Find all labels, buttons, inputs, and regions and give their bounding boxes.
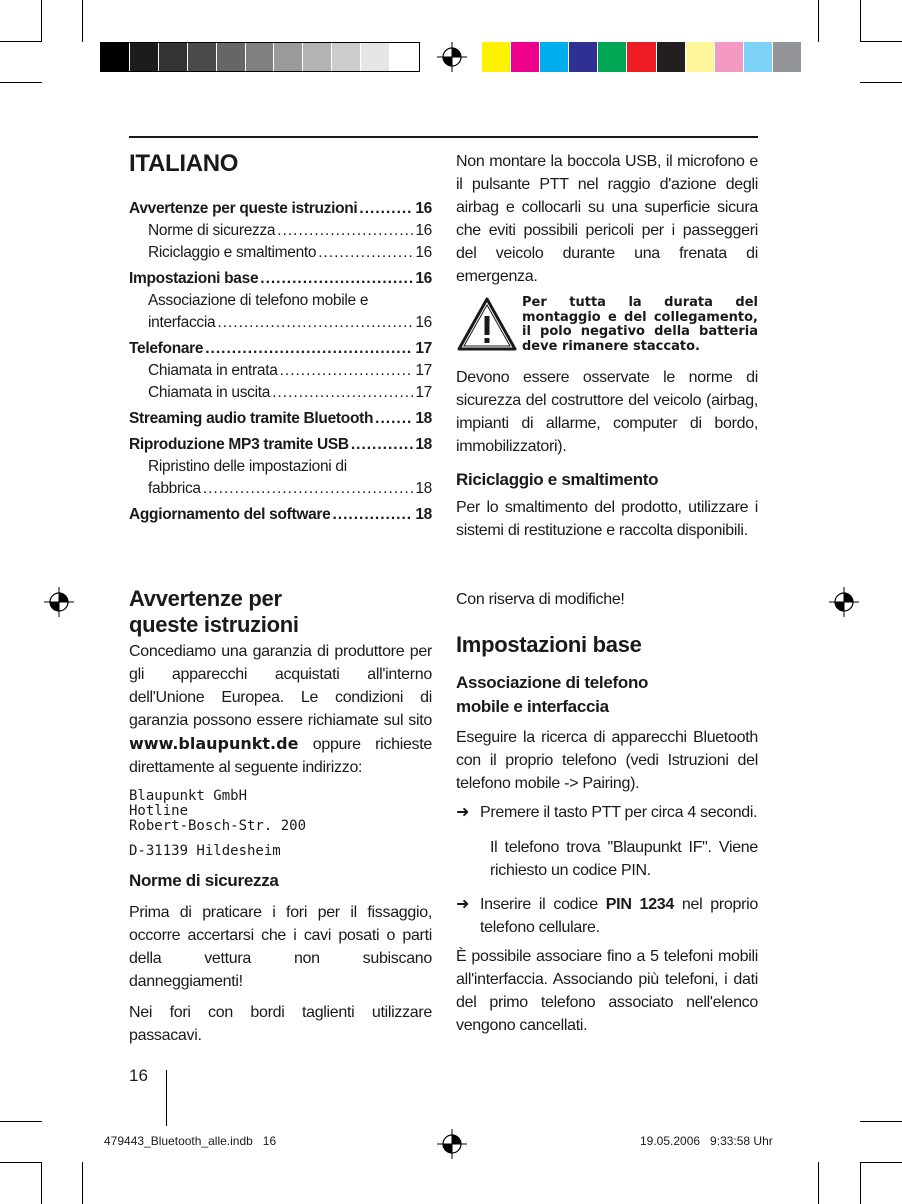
file-info: 479443_Bluetooth_alle.indb 16 <box>104 1134 277 1148</box>
toc-label: Chiamata in uscita <box>148 384 271 401</box>
toc-label: Impostazioni base <box>129 270 259 287</box>
step-item <box>456 801 758 824</box>
crop-mark <box>818 1162 819 1204</box>
left-column <box>129 150 432 526</box>
toc-entry[interactable] <box>129 220 432 242</box>
toc-page-number: 18 <box>415 506 432 523</box>
toc-leader-dots <box>375 408 413 430</box>
crop-mark <box>166 1070 167 1126</box>
toc-entry[interactable] <box>129 338 432 360</box>
color-swatch <box>482 42 511 72</box>
color-swatch <box>773 42 802 72</box>
section-heading-sicurezza: Norme di sicurezza <box>129 871 279 890</box>
crop-mark <box>82 1162 83 1204</box>
toc-entry-continued: Ripristino delle impostazioni di <box>148 458 347 475</box>
riserva-note: Con riserva di modifiche! <box>456 591 625 608</box>
toc-label: interfaccia <box>148 314 216 331</box>
header-rule <box>129 136 758 138</box>
toc-entry[interactable] <box>129 408 432 430</box>
crop-mark <box>860 1162 902 1163</box>
toc-page-number: 17 <box>415 384 432 401</box>
arrow-icon: ➜ <box>456 804 470 821</box>
toc-leader-dots <box>272 382 413 404</box>
section-heading-avvertenze <box>129 586 432 638</box>
toc-entry[interactable] <box>129 360 432 382</box>
toc-entry[interactable] <box>129 242 432 264</box>
toc-leader-dots <box>359 198 413 220</box>
registration-mark-icon <box>437 42 467 72</box>
page-number: 16 <box>129 1066 148 1085</box>
address-line: Robert-Bosch-Str. 200 <box>129 818 307 834</box>
color-swatch <box>361 43 390 71</box>
section-heading-associazione <box>456 671 758 719</box>
color-swatch <box>627 42 656 72</box>
toc-label: Chiamata in entrata <box>148 362 278 379</box>
toc-leader-dots <box>280 360 414 382</box>
color-swatch <box>598 42 627 72</box>
address-line: Blaupunkt GmbH <box>129 788 248 804</box>
table-of-contents <box>129 198 432 526</box>
color-swatch <box>274 43 303 71</box>
registration-mark-icon <box>829 587 859 617</box>
crop-mark <box>860 0 861 42</box>
color-swatch <box>715 42 744 72</box>
toc-entry[interactable] <box>129 312 432 334</box>
crop-mark <box>0 82 42 83</box>
heading-line: queste istruzioni <box>129 612 299 637</box>
crop-mark <box>41 1162 42 1204</box>
registration-mark-icon <box>437 1129 467 1159</box>
toc-entry[interactable] <box>129 198 432 220</box>
color-swatch <box>101 43 130 71</box>
toc-page-number: 16 <box>415 270 432 287</box>
step-text: Premere il tasto PTT per circa 4 secondi. <box>480 804 758 821</box>
pin-code: PIN 1234 <box>605 896 674 913</box>
color-swatch <box>686 42 715 72</box>
warranty-paragraph <box>129 640 432 779</box>
heading-line: mobile e interfaccia <box>456 697 609 716</box>
color-swatch <box>217 43 246 71</box>
color-swatch <box>744 42 773 72</box>
toc-label: fabbrica <box>148 480 201 497</box>
color-swatch <box>130 43 159 71</box>
crop-mark <box>860 1121 902 1122</box>
color-swatch <box>511 42 540 72</box>
toc-label: Aggiornamento del software <box>129 506 331 523</box>
toc-entry[interactable] <box>129 382 432 404</box>
color-swatch <box>540 42 569 72</box>
step-result: Il telefono trova "Blaupunkt IF". Viene richiesto un codice PIN. <box>490 839 758 879</box>
step-text <box>480 893 758 939</box>
warranty-text: oppure richieste direttamente al seguente indirizzo: <box>129 736 432 776</box>
toc-entry[interactable] <box>129 504 432 526</box>
section-heading-riciclaggio: Riciclaggio e smaltimento <box>456 470 659 489</box>
crop-mark <box>860 82 902 83</box>
toc-page-number: 18 <box>415 436 432 453</box>
heading-line: Associazione di telefono <box>456 673 649 692</box>
color-swatch <box>332 43 361 71</box>
usb-paragraph: Non montare la boccola USB, il microfono e il pulsante PTT nel raggio d'azione degli airbag e collocarli su una superficie sicura che eviti possibili pericoli per i passeggeri del veicolo durante una frenata di emergenza. <box>456 153 758 285</box>
warning-box <box>456 296 758 354</box>
associazione-paragraph: Eseguire la ricerca di apparecchi Bluetooth con il proprio telefono (vedi Istruzioni del telefono mobile -> Pairing). <box>456 729 758 792</box>
toc-leader-dots <box>277 220 413 242</box>
color-bar <box>482 42 802 72</box>
address-line: Hotline <box>129 803 189 819</box>
crop-mark <box>82 0 83 42</box>
safety-paragraph: Nei fori con bordi taglienti utilizzare passacavi. <box>129 1004 432 1044</box>
color-swatch <box>657 42 686 72</box>
toc-label: Streaming audio tramite Bluetooth <box>129 410 374 427</box>
registration-mark-icon <box>44 587 74 617</box>
toc-entry-continued: Associazione di telefono mobile e <box>148 292 369 309</box>
step-text-part: nel proprio telefono cellulare. <box>480 896 758 936</box>
color-swatch <box>188 43 217 71</box>
heading-line: Avvertenze per <box>129 586 282 611</box>
right-column-top <box>456 150 758 542</box>
step-text-part: Inserire il codice <box>480 896 606 913</box>
toc-page-number: 18 <box>415 410 432 427</box>
step-item <box>456 893 758 939</box>
toc-label: Norme di sicurezza <box>148 222 276 239</box>
toc-leader-dots <box>260 268 413 290</box>
toc-page-number: 16 <box>415 222 432 239</box>
toc-label: Avvertenze per queste istruzioni <box>129 200 358 217</box>
toc-leader-dots <box>203 478 414 500</box>
toc-entry[interactable] <box>129 434 432 456</box>
toc-label: Riciclaggio e smaltimento <box>148 244 317 261</box>
toc-page-number: 16 <box>415 244 432 261</box>
address-block <box>129 789 432 859</box>
norme-paragraph: Devono essere osservate le norme di sicurezza del costruttore del veicolo (airbag, impianti di allarme, computer di bordo, immobilizzatori). <box>456 369 758 455</box>
toc-page-number: 17 <box>415 362 432 379</box>
toc-page-number: 17 <box>415 340 432 357</box>
toc-leader-dots <box>351 434 414 456</box>
toc-page-number: 16 <box>415 200 432 217</box>
section-heading-impostazioni: Impostazioni base <box>456 632 642 657</box>
toc-entry[interactable] <box>129 268 432 290</box>
grayscale-bar <box>100 42 420 72</box>
toc-leader-dots <box>332 504 413 526</box>
address-line: D-31139 Hildesheim <box>129 843 281 859</box>
color-swatch <box>159 43 188 71</box>
color-swatch <box>390 43 419 71</box>
language-title: ITALIANO <box>129 150 239 177</box>
warning-triangle-icon <box>456 296 518 352</box>
crop-mark <box>0 41 42 42</box>
blaupunkt-link[interactable]: www.blaupunkt.de <box>129 734 299 753</box>
crop-mark <box>0 1162 42 1163</box>
toc-leader-dots <box>217 312 413 334</box>
color-swatch <box>246 43 275 71</box>
riciclaggio-paragraph: Per lo smaltimento del prodotto, utilizzare i sistemi di restituzione e raccolta disponibili. <box>456 499 758 539</box>
crop-mark <box>0 1121 42 1122</box>
toc-label: Telefonare <box>129 340 204 357</box>
arrow-icon: ➜ <box>456 896 470 913</box>
safety-paragraph: Prima di praticare i fori per il fissaggio, occorre accertarsi che i cavi posati o parti della vettura non subiscano danneggiamenti! <box>129 904 432 990</box>
warranty-text: Concediamo una garanzia di produttore per gli apparecchi acquistati all'interno dell'Unione Europea. Le condizioni di garanzia possono essere richiamate sul sito <box>129 643 432 729</box>
avvertenze-section <box>129 586 432 1047</box>
final-paragraph: È possibile associare fino a 5 telefoni mobili all'interfaccia. Associando più telefoni, i dati del primo telefono associato nell'elenco vengono cancellati. <box>456 948 758 1034</box>
toc-page-number: 18 <box>415 480 432 497</box>
color-swatch <box>303 43 332 71</box>
right-column-bottom <box>456 588 758 1037</box>
crop-mark <box>860 41 902 42</box>
toc-leader-dots <box>205 338 413 360</box>
print-timestamp: 19.05.2006 9:33:58 Uhr <box>640 1134 773 1148</box>
toc-entry[interactable] <box>129 478 432 500</box>
crop-mark <box>860 1162 861 1204</box>
warning-text: Per tutta la durata del montaggio e del collegamento, il polo negativo della batteria deve rimanere staccato. <box>522 295 758 354</box>
color-swatch <box>569 42 598 72</box>
toc-leader-dots <box>318 242 413 264</box>
toc-page-number: 16 <box>415 314 432 331</box>
toc-label: Riproduzione MP3 tramite USB <box>129 436 349 453</box>
crop-mark <box>41 0 42 42</box>
crop-mark <box>818 0 819 42</box>
